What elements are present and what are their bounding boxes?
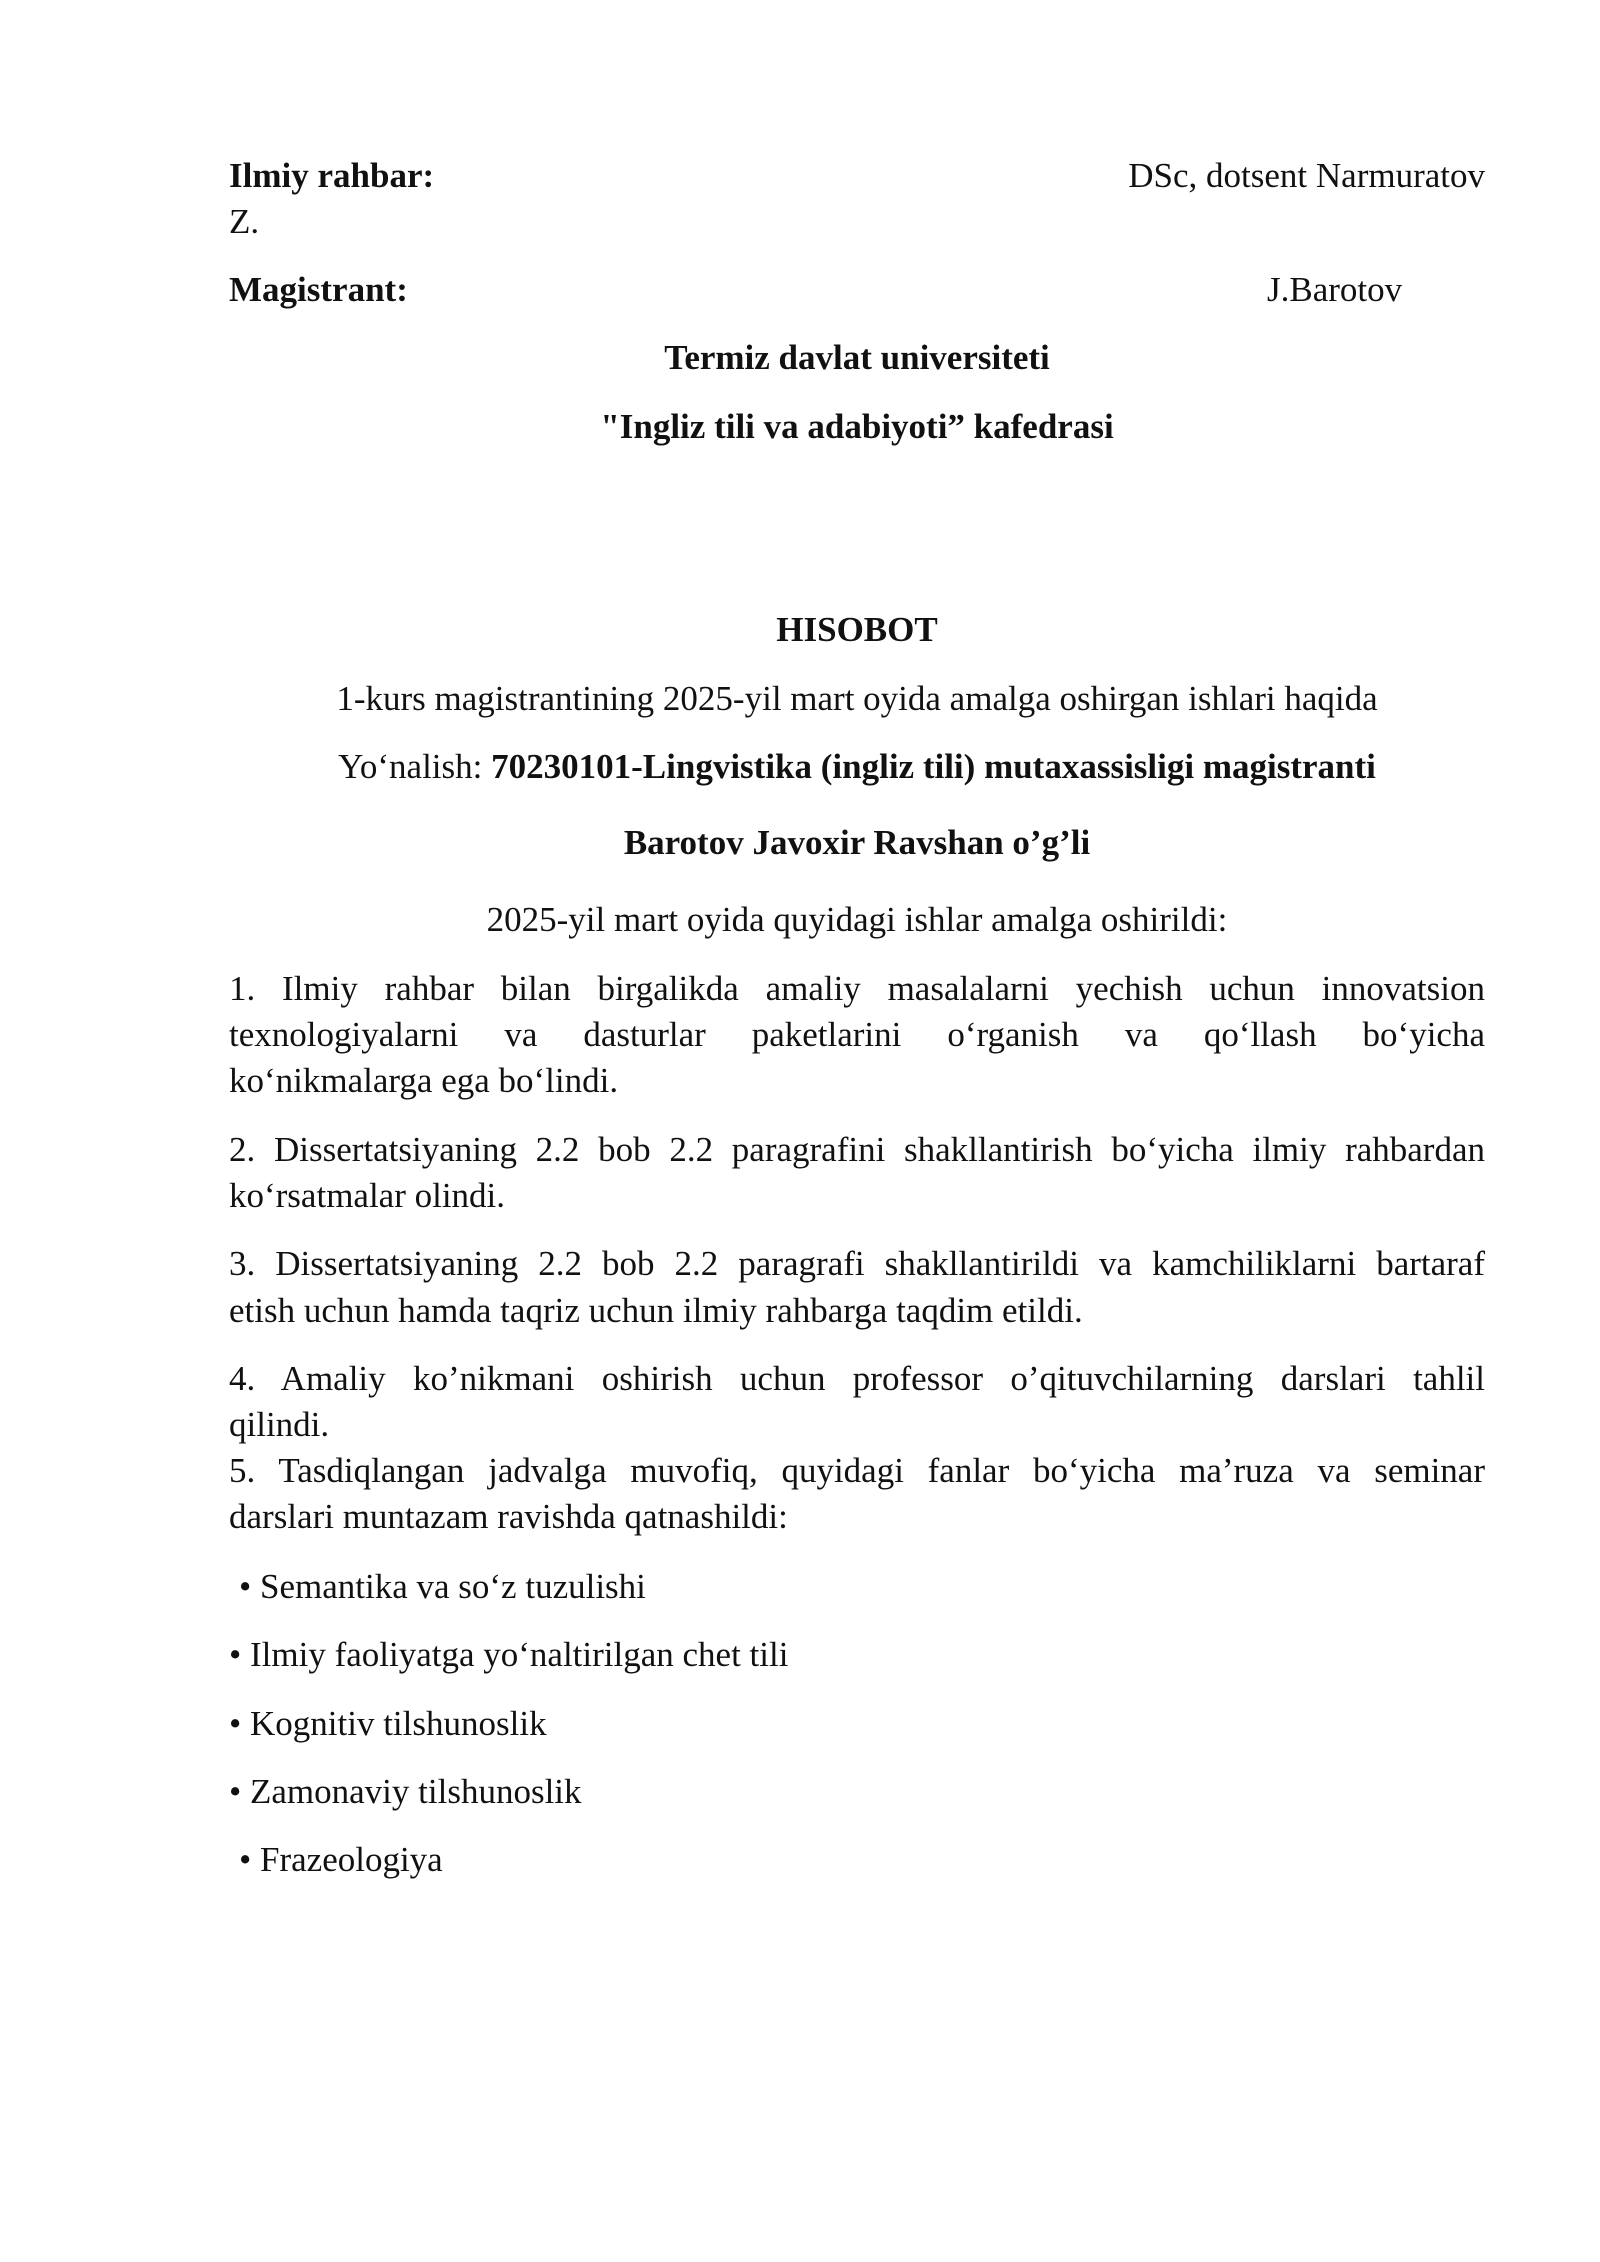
direction-label: Yo‘nalish:	[338, 747, 492, 786]
supervisor-name-continued: Z.	[229, 202, 260, 241]
item-3-line-2: etish uchun hamda taqriz uchun ilmiy rahbarga taqdim etildi.	[229, 1291, 1083, 1330]
supervisor-name: DSc, dotsent Narmuratov	[1128, 156, 1485, 195]
item-5-line-1: 5. Tasdiqlangan jadvalga muvofiq, quyidagi fanlar bo‘yicha ma’ruza va seminar	[229, 1451, 1485, 1490]
report-subtitle: 1-kurs magistrantining 2025-yil mart oyida amalga oshirgan ishlari haqida	[336, 679, 1378, 718]
university-name: Termiz davlat universiteti	[664, 338, 1050, 377]
intro-text: 2025-yil mart oyida quyidagi ishlar amalga oshirildi:	[486, 900, 1228, 939]
direction-line	[229, 744, 1485, 790]
student-label: Magistrant:	[229, 270, 408, 309]
subject-list-item: • Zamonaviy tilshunoslik	[229, 1772, 582, 1811]
student-full-name: Barotov Javoxir Ravshan o’g’li	[623, 823, 1091, 862]
subject-list-item: • Semantika va so‘z tuzulishi	[239, 1567, 646, 1606]
item-1-line-2: texnologiyalarni va dasturlar paketlarini o‘rganish va qo‘llash bo‘yicha	[229, 1015, 1485, 1054]
item-1-line-3: ko‘nikmalarga ega bo‘lindi.	[229, 1061, 619, 1100]
report-title: HISOBOT	[776, 610, 938, 649]
item-3-line-1: 3. Dissertatsiyaning 2.2 bob 2.2 paragrafi shakllantirildi va kamchiliklarni bartaraf	[229, 1244, 1485, 1283]
direction-value: 70230101-Lingvistika (ingliz tili) mutaxassisligi magistranti	[491, 747, 1376, 786]
student-name: J.Barotov	[1267, 270, 1403, 309]
subject-list-item: • Kognitiv tilshunoslik	[229, 1704, 547, 1743]
item-4-line-2: qilindi.	[229, 1405, 330, 1444]
supervisor-label: Ilmiy rahbar:	[229, 156, 435, 195]
department-name: "Ingliz tili va adabiyoti” kafedrasi	[600, 407, 1114, 446]
item-4-line-1: 4. Amaliy ko’nikmani oshirish uchun professor o’qituvchilarning darslari tahlil	[229, 1359, 1485, 1398]
item-1-line-1: 1. Ilmiy rahbar bilan birgalikda amaliy masalalarni yechish uchun innovatsion	[229, 969, 1485, 1008]
document-page	[229, 0, 1485, 2262]
item-2-line-2: ko‘rsatmalar olindi.	[229, 1176, 506, 1215]
subject-list-item: • Ilmiy faoliyatga yo‘naltirilgan chet tili	[229, 1635, 789, 1674]
subject-list-item: • Frazeologiya	[239, 1840, 443, 1879]
item-5-line-2: darslari muntazam ravishda qatnashildi:	[229, 1497, 788, 1536]
item-2-line-1: 2. Dissertatsiyaning 2.2 bob 2.2 paragrafini shakllantirish bo‘yicha ilmiy rahbardan	[229, 1130, 1485, 1169]
